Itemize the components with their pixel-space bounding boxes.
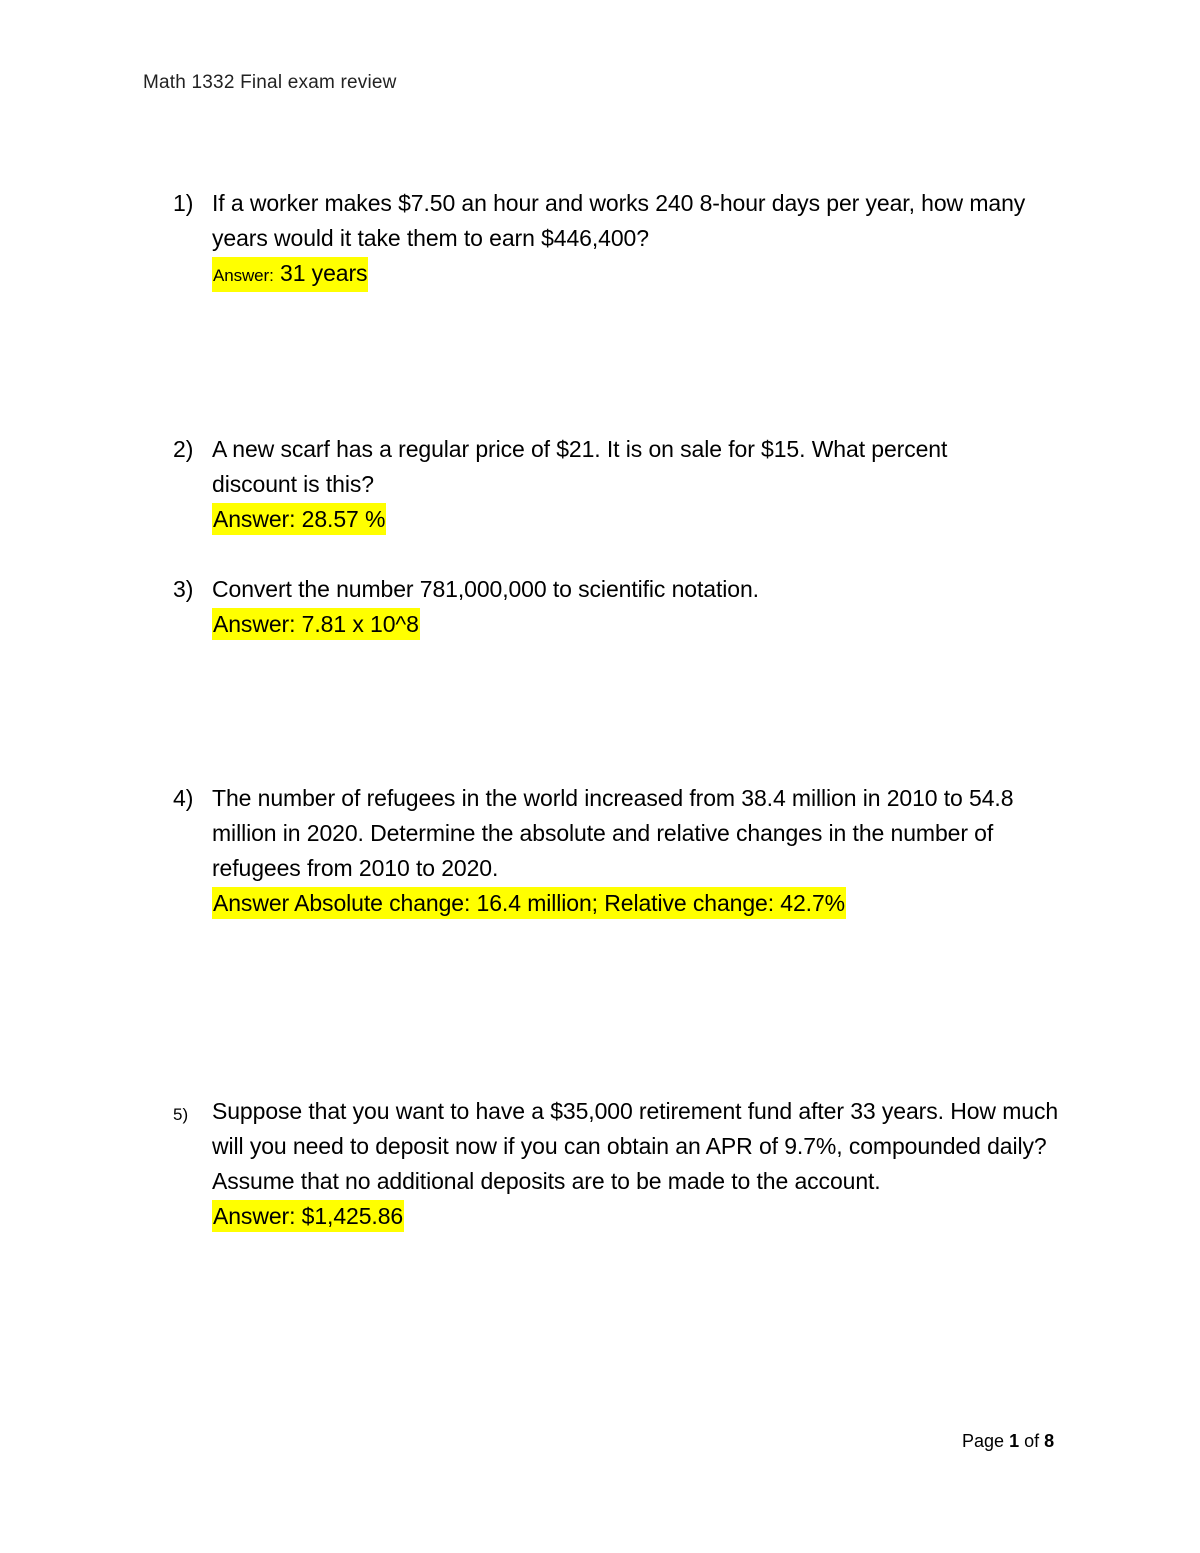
question-body [212, 1094, 1072, 1234]
question-body [212, 432, 1072, 537]
question-text: A new scarf has a regular price of $21. It is on sale for $15. What percent discount is this? [212, 436, 948, 497]
question-number: 4) [173, 785, 194, 811]
question-number: 5) [173, 1105, 189, 1124]
answer-value: 31 years [273, 260, 368, 286]
answer-highlight [212, 257, 368, 292]
question-text: If a worker makes $7.50 an hour and works 240 8-hour days per year, how many years would it take them to earn $446,400? [212, 190, 1026, 251]
question-body [212, 781, 1072, 921]
page-footer [962, 1431, 1054, 1452]
of-word: of [1024, 1431, 1040, 1451]
answer-highlight: Answer: $1,425.86 [212, 1200, 404, 1232]
question-text: The number of refugees in the world increased from 38.4 million in 2010 to 54.8 million in 2020. Determine the absolute and relative changes in the number of refugees from 2010 to 2020. [212, 785, 1014, 881]
question-number: 1) [173, 190, 194, 216]
answer-highlight: Answer Absolute change: 16.4 million; Relative change: 42.7% [212, 887, 846, 919]
answer-highlight: Answer: 7.81 x 10^8 [212, 608, 420, 640]
question-body [212, 572, 1072, 642]
page-current: 1 [1009, 1431, 1020, 1451]
page-header: Math 1332 Final exam review [143, 72, 397, 93]
question-text: Suppose that you want to have a $35,000 retirement fund after 33 years. How much will you need to deposit now if you can obtain an APR of 9.7%, compounded daily? Assume that no additional deposits are to be made to the account. [212, 1098, 1059, 1194]
page-word: Page [962, 1431, 1005, 1451]
question-number: 3) [173, 576, 194, 602]
question-number: 2) [173, 436, 194, 462]
page-total: 8 [1044, 1431, 1055, 1451]
question-text: Convert the number 781,000,000 to scientific notation. [212, 576, 759, 602]
answer-label: Answer: [213, 266, 274, 285]
question-body [212, 186, 1072, 292]
answer-highlight: Answer: 28.57 % [212, 503, 386, 535]
